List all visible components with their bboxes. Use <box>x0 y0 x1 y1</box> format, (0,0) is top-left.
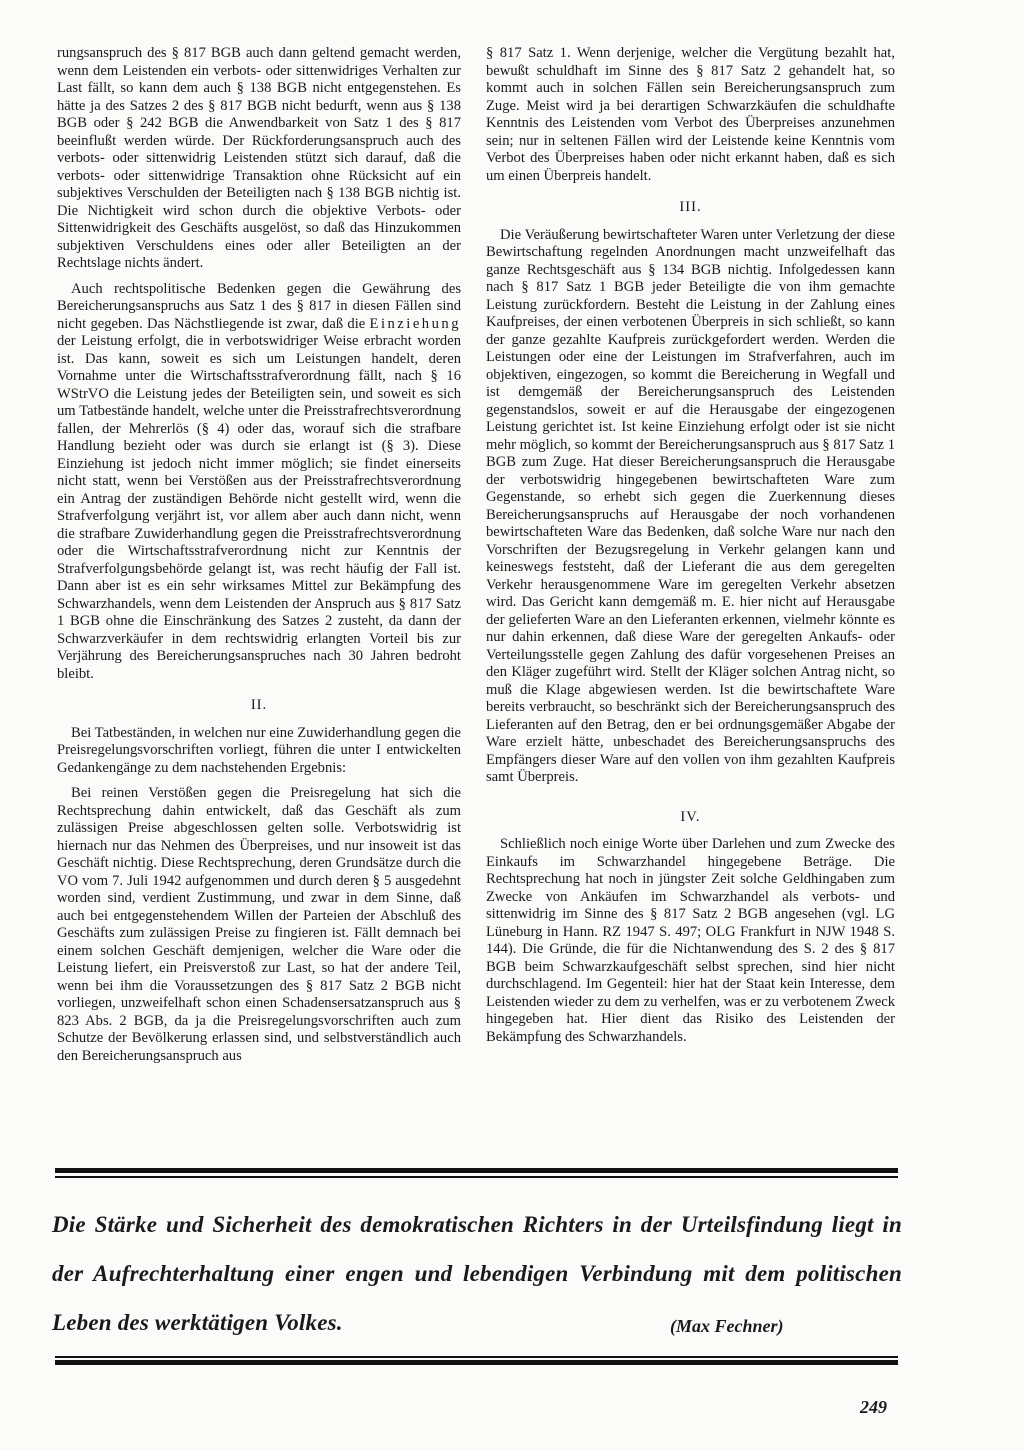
left-column <box>57 45 461 1073</box>
paragraph: Die Veräußerung bewirtschafteter Waren unter Verletzung der diese Bewirtschaftung regelnden Anordnungen macht unzweifelhaft das ganze Rechtsgeschäft aus § 134 BGB nichtig. Infolgedessen kann nach § 817 Satz 1 BGB jeder Beteiligte die von ihm gemachte Leistung zurückfordern. Besteht die Leistung in der Zahlung eines Kaufpreises, der einen verbotenen Überpreis in sich schließt, so kann der ganze gezahlte Kaufpreis zurückgefordert werden. Werden die Leistungen oder eine der Leistungen im Strafverfahren, auch im objektiven, eingezogen, so kommt die Bereicherung in Wegfall und ist demgemäß der Bereicherungsanspruch des Leistenden gegenstandslos, soweit er auf die Herausgabe der eingezogenen Leistung gerichtet ist. Ist keine Einziehung erfolgt oder ist sie nicht mehr möglich, so kommt der Bereicherungsanspruch aus § 817 Satz 1 BGB zum Zuge. Hat dieser Bereicherungsanspruch die Herausgabe der verbotswidrig hingegebenen bewirtschafteten Ware zum Gegenstande, so erhebt sich gegen die Zuerkennung dieses Bereicherungsanspruchs auf Herausgabe der noch vorhandenen bewirtschafteten Ware das Bedenken, daß solche Ware nur nach den Vorschriften der Bezugsregelung in Verkehr gelangen kann und keineswegs feststeht, daß der Lieferant die aus dem geregelten Verkehr herausgenommene Ware im geregelten Verkehr absetzen wird. Das Gericht kann demgemäß m. E. hier nicht auf Herausgabe der gelieferten Ware an den Lieferanten erkennen, vielmehr könnte es nur dahin erkennen, daß diese Ware der geregelten Ankaufs- oder Verteilungsstelle gegen Zahlung des dafür vorgesehenen Preises an den Kläger zugeführt wird. Stellt der Kläger solchen Antrag nicht, so muß die Klage abgewiesen werden. Ist die bewirtschaftete Ware bereits verbraucht, so beschränkt sich der Bereicherungsanspruch des Lieferanten auf den Betrag, den er bei ordnungsgemäßer Abgabe der Ware erzielt hätte, unbeschadet des Bereicherungsanspruchs des Empfängers dieser Ware auf den vollen von ihm gezahlten Kaufpreis samt Überpreis. <box>486 226 895 785</box>
section-heading-iv: IV. <box>680 808 701 825</box>
paragraph: § 817 Satz 1. Wenn derjenige, welcher die Vergütung bezahlt hat, bewußt schuldhaft im Sinne des § 817 Satz 2 gehandelt hat, so kommt auch in solchen Fällen sein Bereicherungsanspruch zum Zuge. Meist wird ja bei derartigen Schwarzkäufen die schuldhafte Kenntnis des Leistenden vom Verbot des Überpreises anzunehmen sein; nur in seltenen Fällen wird der Leistende keine Kenntnis vom Verbot des Überpreises haben oder nicht erkannt haben, daß es sich um einen Überpreis handelt. <box>486 45 895 184</box>
right-column <box>486 45 895 1054</box>
pull-quote: Die Stärke und Sicherheit des demokratischen Richters in der Urteilsfindung liegt in der Aufrechterhaltung einer engen und lebendigen Verbindung mit dem politischen Leben des werktätigen Volkes. <box>52 1212 902 1335</box>
paragraph: rungsanspruch des § 817 BGB auch dann geltend gemacht werden, wenn dem Leistenden ein verbots- oder sittenwidriges Verhalten zur Last fällt, so kann dem auch § 138 BGB nicht entgegenstehen. Es hätte ja des Satzes 2 des § 817 BGB nicht bedurft, wenn aus § 138 BGB oder § 242 BGB die Anwendbarkeit von Satz 1 des § 817 beeinflußt werden würde. Der Rückforderungsanspruch auch des verbots- oder sittenwidrig Leistenden stützt sich darauf, daß die verbots- oder sittenwidrige Transaktion ohne Rücksicht auf ein subjektives Verschulden der Beteiligten nach § 138 BGB nichtig ist. Die Nichtigkeit wird schon durch die objektive Verbots- oder Sittenwidrigkeit des Geschäfts ausgelöst, so daß das Hinzukommen subjektiven Verschuldens eines oder aller Beteiligten an der Rechtslage nichts ändert. <box>57 45 461 271</box>
paragraph <box>57 281 461 684</box>
emphasized-word: Einziehung <box>369 315 461 332</box>
paragraph: Schließlich noch einige Worte über Darlehen und zum Zwecke des Einkaufs im Schwarzhandel hingegebene Beträge. Die Rechtsprechung hat noch in jüngster Zeit solche Geldhingaben zum Zwecke von Ankäufen im Schwarzhandel als verbots- und sittenwidrig im Sinne des § 817 Satz 2 BGB angesehen (vgl. LG Lüneburg in Hann. RZ 1947 S. 497; OLG Frankfurt in NJW 1948 S. 144). Die Gründe, die für die Nichtanwendung des S. 2 des § 817 BGB beim Schwarzkaufgeschäft selbst sprechen, sind hier nicht durchschlagend. Im Gegenteil: hier hat der Staat kein Interesse, dem Leistenden wieder zu dem zu verhelfen, was er zu verbotenem Zweck hingegeben hat. Hier dient das Risiko des Leistenden der Bekämpfung des Schwarzhandels. <box>486 836 895 1045</box>
divider-rule <box>55 1356 898 1358</box>
paragraph-text: Auch rechtspolitische Bedenken gegen die Gewährung des Bereicherungsanspruchs aus Satz 1 des § 817 in diesen Fällen sind nicht gegeben. Das Nächstliegende ist zwar, daß die <box>57 280 461 332</box>
paragraph-text: der Leistung erfolgt, die in verbotswidriger Weise erbracht worden ist. Das kann, soweit es sich um Leistungen handelt, deren Vornahme unter die Wirtschaftsstrafverordnung fällt, nach § 16 WStrVO die Leistung jedes der Beteiligten sein, und soweit es sich um Tatbestände handelt, welche unter die Preisstrafrechtsverordnung fallen, der Mehrerlös (§ 4) oder das, worauf sich die strafbare Handlung bezieht oder was durch sie erlangt ist (§ 3). Diese Einziehung ist jedoch nicht immer möglich; sie findet einerseits nicht statt, wenn bei Verstößen aus der Preisstrafrechtsverordnung ein Antrag der zuständigen Behörde nicht gestellt wird, wenn die Strafverfolgung verjährt ist, vor allem aber auch dann nicht, wenn die strafbare Zuwiderhandlung gegen die Preisstrafrechtsverordnung oder die Wirtschaftsstrafverordnung nicht zur Kenntnis der Strafverfolgungsbehörde gelangt ist, was recht häufig der Fall ist. Dann aber ist es ein sehr wirksames Mittel zur Bekämpfung des Schwarzhandels, wenn dem Leistenden der Anspruch aus § 817 Satz 1 BGB ohne die Einschränkung des Satzes 2 zusteht, da dann der Schwarzverkäufer in dem rechtswidrig erlangten Vorteil bis zur Verjährung des Bereicherungsanspruches nach 30 Jahren bedroht bleibt. <box>57 333 461 682</box>
paragraph: Bei reinen Verstößen gegen die Preisregelung hat sich die Rechtsprechung dahin entwickelt, daß das Geschäft als zum zulässigen Preise abgeschlossen gelten solle. Verbotswidrig ist hiernach nur das Nehmen des Überpreises, und nur insoweit ist das Geschäft nichtig. Diese Rechtsprechung, deren Grundsätze durch die VO vom 7. Juli 1942 aufgenommen und durch deren § 5 ausgedehnt worden sind, verdient Zustimmung, und zwar in dem Sinne, daß auch bei entgegenstehendem Willen der Parteien der Abschluß des Geschäfts zum zulässigen Preise zu fingieren ist. Fällt demnach bei einem solchen Geschäft demjenigen, welcher die Ware oder die Leistung liefert, ein Preisverstoß zur Last, so hat der andere Teil, wenn bei ihm die Voraussetzungen des § 817 Satz 2 BGB nicht vorliegen, unzweifelhaft schon einen Schadensersatzanspruch aus § 823 Abs. 2 BGB, da ja die Preisregelungsvorschriften auch zum Schutze der Bevölkerung erlassen sind, und selbstverständlich auch den Bereicherungsanspruch aus <box>57 785 461 1064</box>
quote-attribution: (Max Fechner) <box>670 1316 784 1336</box>
section-heading-iii: III. <box>679 199 702 215</box>
paragraph: Bei Tatbeständen, in welchen nur eine Zuwiderhandlung gegen die Preisregelungsvorschriften vorliegt, führen die unter I entwickelten Gedankengänge zu dem nachstehenden Ergebnis: <box>57 724 461 776</box>
divider-rule <box>55 1176 898 1178</box>
section-heading-ii: II. <box>250 697 268 713</box>
divider-rule <box>55 1360 898 1365</box>
page-number: 249 <box>860 1397 887 1417</box>
divider-rule <box>55 1168 898 1173</box>
